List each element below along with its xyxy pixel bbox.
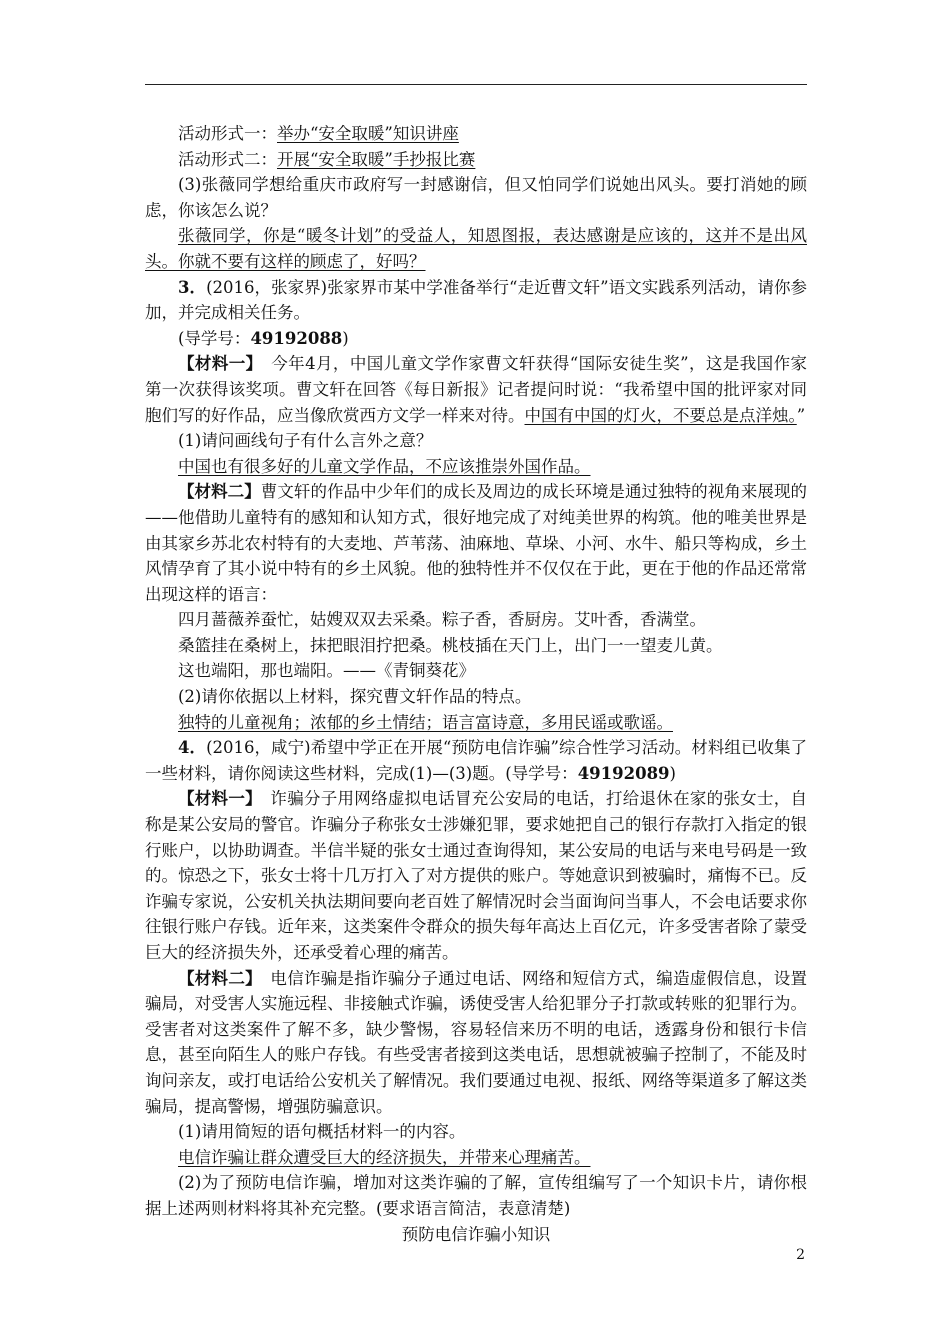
question-text: (2016，张家界)张家界市某中学准备举行“走近曹文轩”语文实践系列活动，请你参加，并完成相关任务。 bbox=[145, 277, 807, 323]
guide-end: ) bbox=[669, 763, 676, 783]
material-label: 【材料一】 bbox=[178, 789, 254, 809]
material-4-1 bbox=[145, 786, 807, 965]
page-number: 2 bbox=[796, 1247, 805, 1263]
question-number: 4． bbox=[178, 738, 207, 758]
quote-end: ” bbox=[796, 405, 806, 425]
guide-number: 49192089 bbox=[577, 763, 670, 783]
sub-question-2: (2)请你依据以上材料，探究曹文轩作品的特点。 bbox=[178, 687, 532, 707]
material-text: 诈骗分子用网络虚拟电话冒充公安局的电话，打给退休在家的张女士，自称是某公安局的警官。诈骗分子称张女士涉嫌犯罪，要求她把自己的银行存款打入指定的银行账户，以协助调查。半信半疑的张女士通过查询得知，某公安局的电话与来电号码是一致的。惊恐之下，张女士将十几万打入了对方提供的账户。等她意识到被骗时，痛悔不已。反诈骗专家说，公安机关执法期间要向老百姓了解情况时会当面询问当事人，不会电话要求你往银行账户存钱。近年来，这类案件令群众的损失每年高达上百亿元，许多受害者除了蒙受巨大的经济损失外，还承受着心理的痛苦。 bbox=[145, 789, 808, 962]
answer-text: 张薇同学，你是“暖冬计划”的受益人，知恩图报，表达感谢是应该的，这并不是出风头。你就不要有这样的顾虑了，好吗？ bbox=[145, 226, 807, 271]
sub-answer-1 bbox=[145, 454, 807, 480]
answer-text: 举办“安全取暖”知识讲座 bbox=[277, 124, 459, 143]
answer-text: 开展“安全取暖”手抄报比赛 bbox=[277, 149, 476, 169]
material-text: 今年4月，中国儿童文学作家曹文轩获得“国际安徒生奖”，这是我国作家第一次获得该奖项。曹文轩在回答《每日新报》记者提问时说：“我希望中国的批评家对同胞们写的好作品，应当像欣赏西方文学一样来对待。 bbox=[145, 354, 808, 425]
underlined-sentence: 中国有中国的灯火，不要总是点洋烛。 bbox=[524, 405, 797, 425]
material-text: 电信诈骗是指诈骗分子通过电话、网络和短信方式，编造虚假信息，设置骗局，对受害人实施远程、非接触式诈骗，诱使受害人给犯罪分子打款或转账的犯罪行为。受害者对这类案件了解不多，缺少警惕，容易轻信来历不明的电话，透露身份和银行卡信息，甚至向陌生人的账户存钱。有些受害者接到这类电话，思想就被骗子控制了，不能及时询问亲友，或打电话给公安机关了解情况。我们要通过电视、报纸、网络等渠道多了解这类骗局，提高警惕，增强防骗意识。 bbox=[145, 968, 808, 1116]
answer-3-sub bbox=[145, 223, 807, 274]
material-1 bbox=[145, 351, 807, 428]
page-body bbox=[145, 121, 807, 1247]
header-rule bbox=[145, 84, 807, 85]
question-number: 3． bbox=[178, 277, 207, 297]
activity-line-2 bbox=[145, 147, 807, 173]
material-text: 曹文轩的作品中少年们的成长及周边的成长环境是通过独特的视角来展现的——他借助儿童特有的感知和认知方式，很好地完成了对纯美世界的构筑。他的唯美世界是由其家乡苏北农村特有的大麦地、芦苇荡、油麻地、草垛、小河、水牛、船只等构成，乡土风情孕育了其小说中特有的乡土风貌。他的独特性并不仅仅在于此，更在于他的作品还常常出现这样的语言： bbox=[145, 482, 808, 604]
activity-label: 活动形式一： bbox=[178, 124, 277, 143]
sub-question-1: (1)请问画线句子有什么言外之意？ bbox=[178, 431, 433, 451]
answer-text: 电信诈骗让群众遭受巨大的经济损失，并带来心理痛苦。 bbox=[178, 1147, 591, 1167]
activity-line-1 bbox=[145, 121, 807, 147]
material-2 bbox=[145, 479, 807, 607]
answer-text: 中国也有很多好的儿童文学作品，不应该推崇外国作品。 bbox=[178, 456, 591, 476]
answer-text: 独特的儿童视角；浓郁的乡土情结；语言富诗意，多用民谣或歌谣。 bbox=[178, 712, 673, 732]
activity-label: 活动形式二： bbox=[178, 149, 277, 169]
poem-line-2: 桑篮挂在桑树上，抹把眼泪拧把桑。桃枝插在天门上，出门一一望麦儿黄。 bbox=[178, 635, 723, 655]
material-label: 【材料二】 bbox=[178, 482, 261, 502]
material-4-2 bbox=[145, 966, 807, 1120]
question-text: (2016，咸宁)希望中学正在开展“预防电信诈骗”综合性学习活动。材料组已收集了一些材料，请你阅读这些材料，完成(1)—(3)题。(导学号： bbox=[145, 738, 807, 783]
guide-number: 49192088 bbox=[250, 328, 343, 348]
question-4 bbox=[145, 735, 807, 786]
sub-answer-2 bbox=[145, 710, 807, 736]
sub-answer-4-1 bbox=[145, 1145, 807, 1171]
card-title: 预防电信诈骗小知识 bbox=[401, 1224, 551, 1244]
sub-question-4-2: (2)为了预防电信诈骗，增加对这类诈骗的了解，宣传组编写了一个知识卡片，请你根据上述两则材料将其补充完整。(要求语言简洁，表意清楚) bbox=[145, 1173, 807, 1218]
poem-line-1: 四月蔷薇养蚕忙，姑嫂双双去采桑。粽子香，香厨房。艾叶香，香满堂。 bbox=[178, 610, 706, 630]
question-3 bbox=[145, 275, 807, 326]
guide-label: (导学号： bbox=[178, 328, 251, 348]
poem-line-3: 这也端阳，那也端阳。——《青铜葵花》 bbox=[178, 661, 475, 681]
material-label: 【材料一】 bbox=[178, 354, 255, 374]
material-label: 【材料二】 bbox=[178, 968, 254, 988]
guide-end: ) bbox=[342, 328, 349, 348]
sub-question-4-1: (1)请用简短的语句概括材料一的内容。 bbox=[178, 1122, 466, 1142]
guide-number-3 bbox=[145, 326, 807, 352]
question-3-sub: (3)张薇同学想给重庆市政府写一封感谢信，但又怕同学们说她出风头。要打消她的顾虑，你该怎么说？ bbox=[145, 175, 807, 220]
